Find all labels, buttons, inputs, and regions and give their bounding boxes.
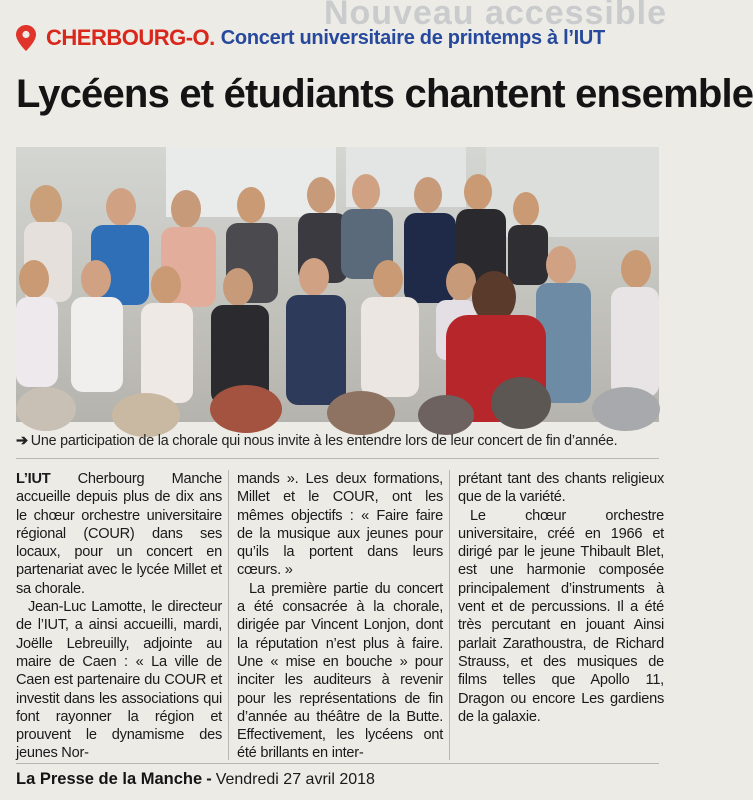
caption-text: Une participation de la chorale qui nous invite à les entendre lors de leur concert de fin d’année. <box>30 433 618 449</box>
paragraph: Jean-Luc Lamotte, le directeur de l’IUT, a ainsi accueilli, mardi, Joëlle Lebreuilly, adjointe au maire de Caen : « La ville de Caen est partenaire du COUR et investit dans les associations qui font rayonner la région et prouvent le dynamisme des jeunes Nor- <box>16 599 222 762</box>
headline: Lycéens et étudiants chantent ensemble <box>16 72 753 116</box>
footer-divider <box>16 763 659 764</box>
footer <box>16 770 375 789</box>
kicker <box>16 24 605 52</box>
paragraph: mands ». Les deux formations, Millet et le COUR, ont les mêmes objectifs : « Faire faire de la musique aux jeunes pour qu’ils la portent dans leurs cœurs. » <box>237 471 443 579</box>
article-column-1 <box>16 470 222 763</box>
arrow-right-icon: ➔ <box>16 433 28 449</box>
paragraph <box>16 470 222 598</box>
paragraph: Le chœur orchestre universitaire, créé en 1966 et dirigé par le jeune Thibault Blet, est une harmonie composée principalement d’instruments à vent et de percussions. Il a été très percutant en jouant Ainsi parlait Zarathoustra, de Richard Strauss, et des musiques de films telles que Apollo 11, Dragon ou encore Les gardiens de la galaxie. <box>458 507 664 725</box>
article-column-3 <box>458 470 664 726</box>
column-divider <box>228 470 229 760</box>
kicker-subject: Concert universitaire de printemps à l’IUT <box>220 26 605 49</box>
publication-name: La Presse de la Manche <box>16 770 203 788</box>
background-faded-heading: Nouveau accessible <box>323 0 667 32</box>
choir-photo <box>16 147 659 422</box>
kicker-city: CHERBOURG-O. <box>46 25 215 50</box>
paragraph: La première partie du concert a été consacrée à la chorale, dirigée par Vincent Lonjon, dont la réputation n’est plus à faire. Une « mise en bouche » pour inciter les auditeurs à revenir pour les représentations de fin d’année au théâtre de la Butte. Effectivement, les lycéens ont été brillants en inter- <box>237 580 443 762</box>
lead-word: L’IUT <box>16 471 51 487</box>
choir-of-students-photo <box>16 147 659 422</box>
footer-separator: - <box>206 770 212 788</box>
divider <box>16 458 659 459</box>
location-pin-icon <box>16 25 36 51</box>
photo-caption <box>16 433 617 449</box>
paragraph: prétant tant des chants religieux que de la variété. <box>458 471 664 506</box>
column-divider <box>449 470 450 760</box>
publication-date: Vendredi 27 avril 2018 <box>215 771 375 788</box>
paragraph-text: Cherbourg Manche accueille depuis plus de dix ans le chœur orchestre universitaire régional (COUR) dans ses locaux, pour un concert en partenariat avec le lycée Millet et sa chorale. <box>16 471 222 597</box>
article-column-2 <box>237 470 443 763</box>
